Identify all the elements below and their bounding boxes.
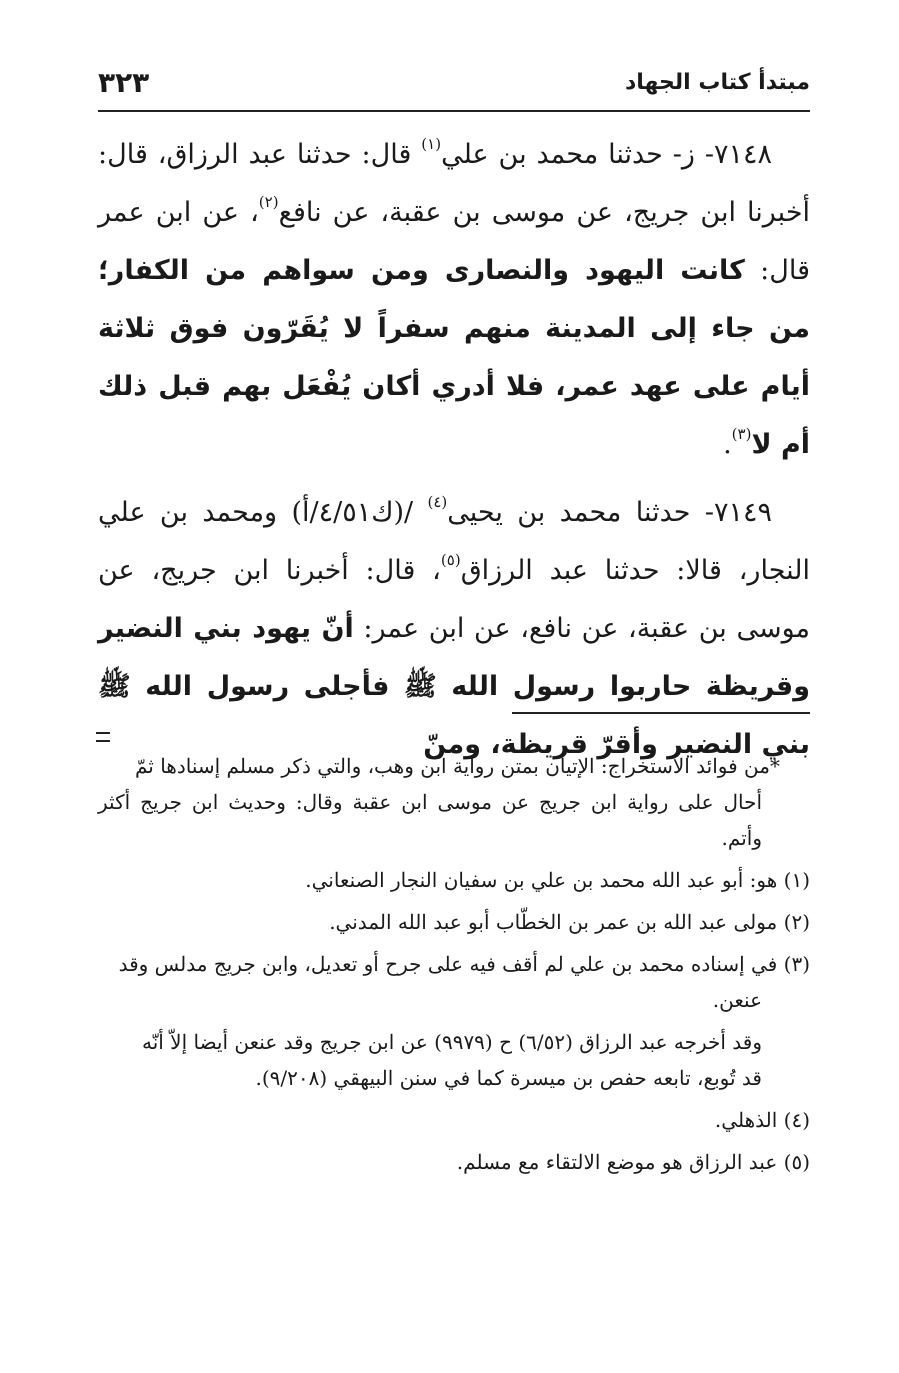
hadith-7149 [98, 484, 810, 774]
footnote-intro-line-1: *من فوائد الاستخراج: الإتيان بمتن رواية ابن وهب، والتي ذكر مسلم إسنادها ثمّ [134, 754, 780, 778]
footnote-divider [512, 712, 810, 714]
hadith-7148-isnad-end: ، عن ابن عمر قال: [98, 197, 811, 286]
footnote-2: (٢) مولى عبد الله بن عمر بن الخطّاب أبو عبد الله المدني. [329, 910, 810, 934]
hadith-7148 [98, 126, 810, 474]
footnote-5: (٥) عبد الرزاق هو موضع الالتقاء مع مسلم. [456, 1150, 810, 1174]
hadith-7149-isnad-end: ، قال: أخبرنا ابن جريج، عن موسى بن عقبة، عن نافع، عن ابن عمر: [98, 555, 811, 644]
hadith-7149-isnad: /(ك٤/٥١/أ) ومحمد بن علي النجار، قالا: حدثنا عبد الرزاق [98, 497, 810, 586]
footnote-ref-1: (١) [421, 135, 442, 153]
footnote-ref-5: (٥) [440, 551, 461, 569]
hadith-7148-isnad: قال: حدثنا عبد الرزاق، قال: أخبرنا ابن جريج، عن موسى بن عقبة، عن نافع [98, 139, 811, 228]
hadith-7149-intro: ٧١٤٩- حدثنا محمد بن يحيى [447, 497, 773, 528]
footnote-intro-line-2: أحال على رواية ابن جريج عن موسى ابن عقبة وقال: وحديث ابن جريج أكثر وأتم. [98, 790, 762, 850]
footnote-3-line-3: وقد أخرجه عبد الرزاق (٦/٥٢) ح (٩٩٧٩) عن ابن جريج وقد عنعن أيضا إلاّ أنّه [141, 1030, 762, 1054]
hadith-7148-matn: كانت اليهود والنصارى ومن سواهم من الكفار؛ من جاء إلى المدينة منهم سفراً لا يُقَرّون فوق ثلاثة أيام على عهد عمر، فلا أدري أكان يُفْعَل بهم قبل ذلك أم لا [98, 255, 810, 460]
footnote-3-line-2: عنعن. [712, 988, 762, 1012]
page-number: ٣٢٣ [98, 66, 150, 99]
footnote-continuation-mark [96, 732, 110, 742]
footnote-4: (٤) الذهلي. [714, 1108, 810, 1132]
running-header [98, 66, 810, 112]
footnote-3-line-1: (٣) في إسناده محمد بن علي لم أقف فيه على جرح أو تعديل، وابن جريج مدلس وقد [118, 952, 810, 976]
footnote-ref-2: (٢) [258, 193, 279, 211]
hadith-7148-end: . [723, 429, 732, 460]
footnote-ref-3: (٣) [731, 425, 752, 443]
footnote-3-line-4: قد تُوبع، تابعه حفص بن ميسرة كما في سنن البيهقي (٩/٢٠٨). [255, 1066, 762, 1090]
chapter-title: مبتدأ كتاب الجهاد [624, 70, 810, 95]
hadith-7149-matn: أنّ يهود بني النضير وقريظة حاربوا رسول الله ﷺ فأجلى رسول الله ﷺ بني النضير وأقرّ قريظة، ومنّ [98, 613, 810, 760]
hadith-7148-intro: ٧١٤٨- ز- حدثنا محمد بن علي [441, 139, 772, 170]
footnotes [98, 748, 810, 1180]
footnote-1: (١) هو: أبو عبد الله محمد بن علي بن سفيان النجار الصنعاني. [305, 868, 810, 892]
main-text [98, 126, 810, 774]
footnote-ref-4: (٤) [427, 493, 448, 511]
